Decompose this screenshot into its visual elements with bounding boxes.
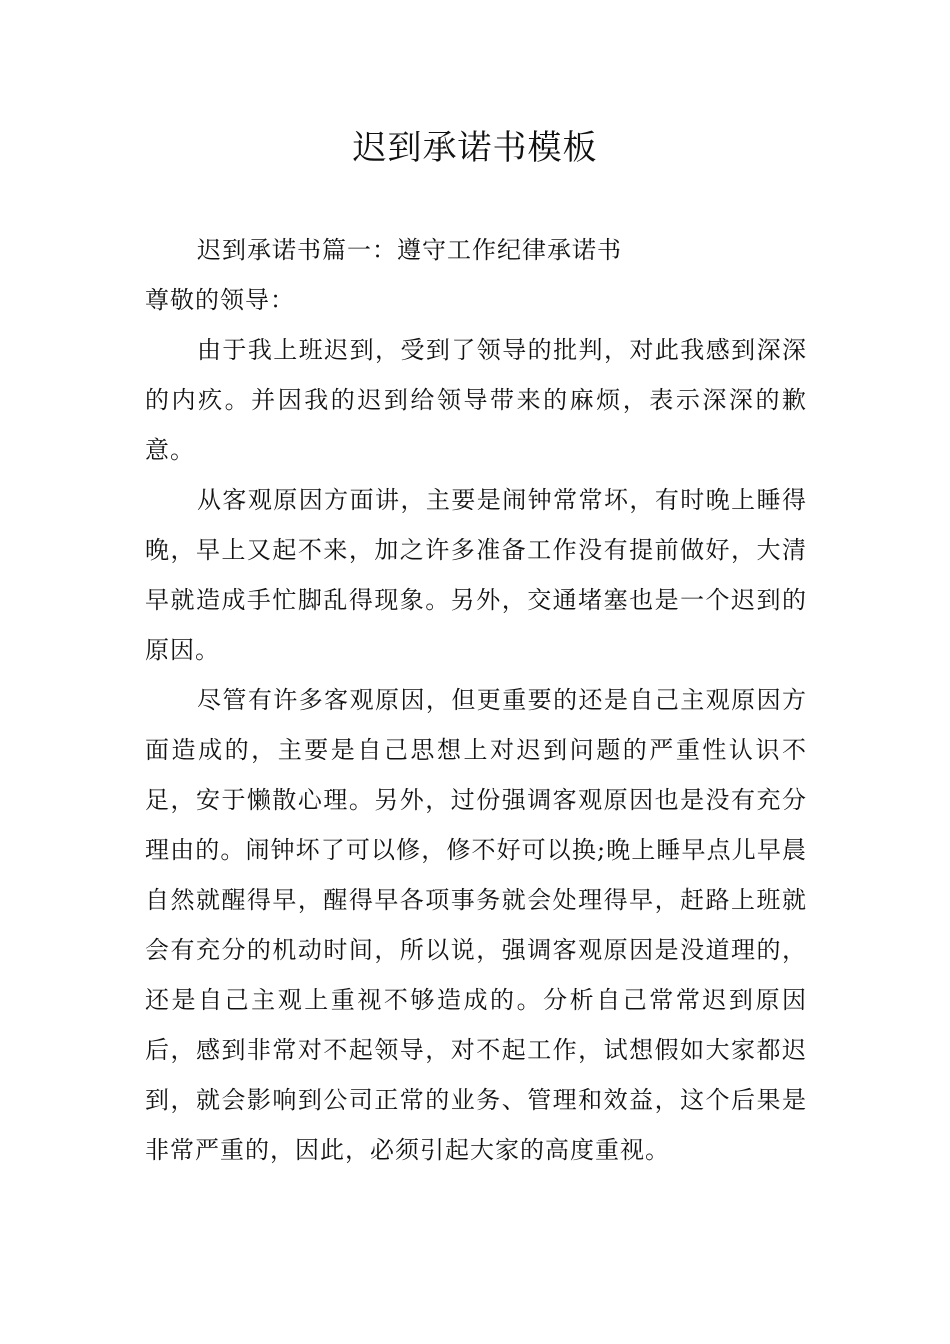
- document-title: 迟到承诺书模板: [352, 128, 598, 168]
- paragraph-apology: 由于我上班迟到，受到了领导的批判，对此我感到深深的内疚。并因我的迟到给领导带来的麻烦，表示深深的歉意。: [145, 336, 807, 464]
- salutation: 尊敬的领导：: [145, 286, 295, 314]
- paragraph-subjective-reasons: 尽管有许多客观原因，但更重要的还是自己主观原因方面造成的，主要是自己思想上对迟到问题的严重性认识不足，安于懒散心理。另外，过份强调客观原因也是没有充分理由的。闹钟坏了可以修，修不好可以换;晚上睡早点儿早晨自然就醒得早，醒得早各项事务就会处理得早，赶路上班就会有充分的机动时间，所以说，强调客观原因是没道理的，还是自己主观上重视不够造成的。分析自己常常迟到原因后，感到非常对不起领导，对不起工作，试想假如大家都迟到，就会影响到公司正常的业务、管理和效益，这个后果是非常严重的，因此，必须引起大家的高度重视。: [145, 686, 807, 1164]
- paragraph-objective-reasons: 从客观原因方面讲，主要是闹钟常常坏，有时晚上睡得晚，早上又起不来，加之许多准备工作没有提前做好，大清早就造成手忙脚乱得现象。另外，交通堵塞也是一个迟到的原因。: [145, 486, 807, 664]
- document-body: [145, 225, 807, 1175]
- section-heading: 迟到承诺书篇一：遵守工作纪律承诺书: [197, 236, 622, 264]
